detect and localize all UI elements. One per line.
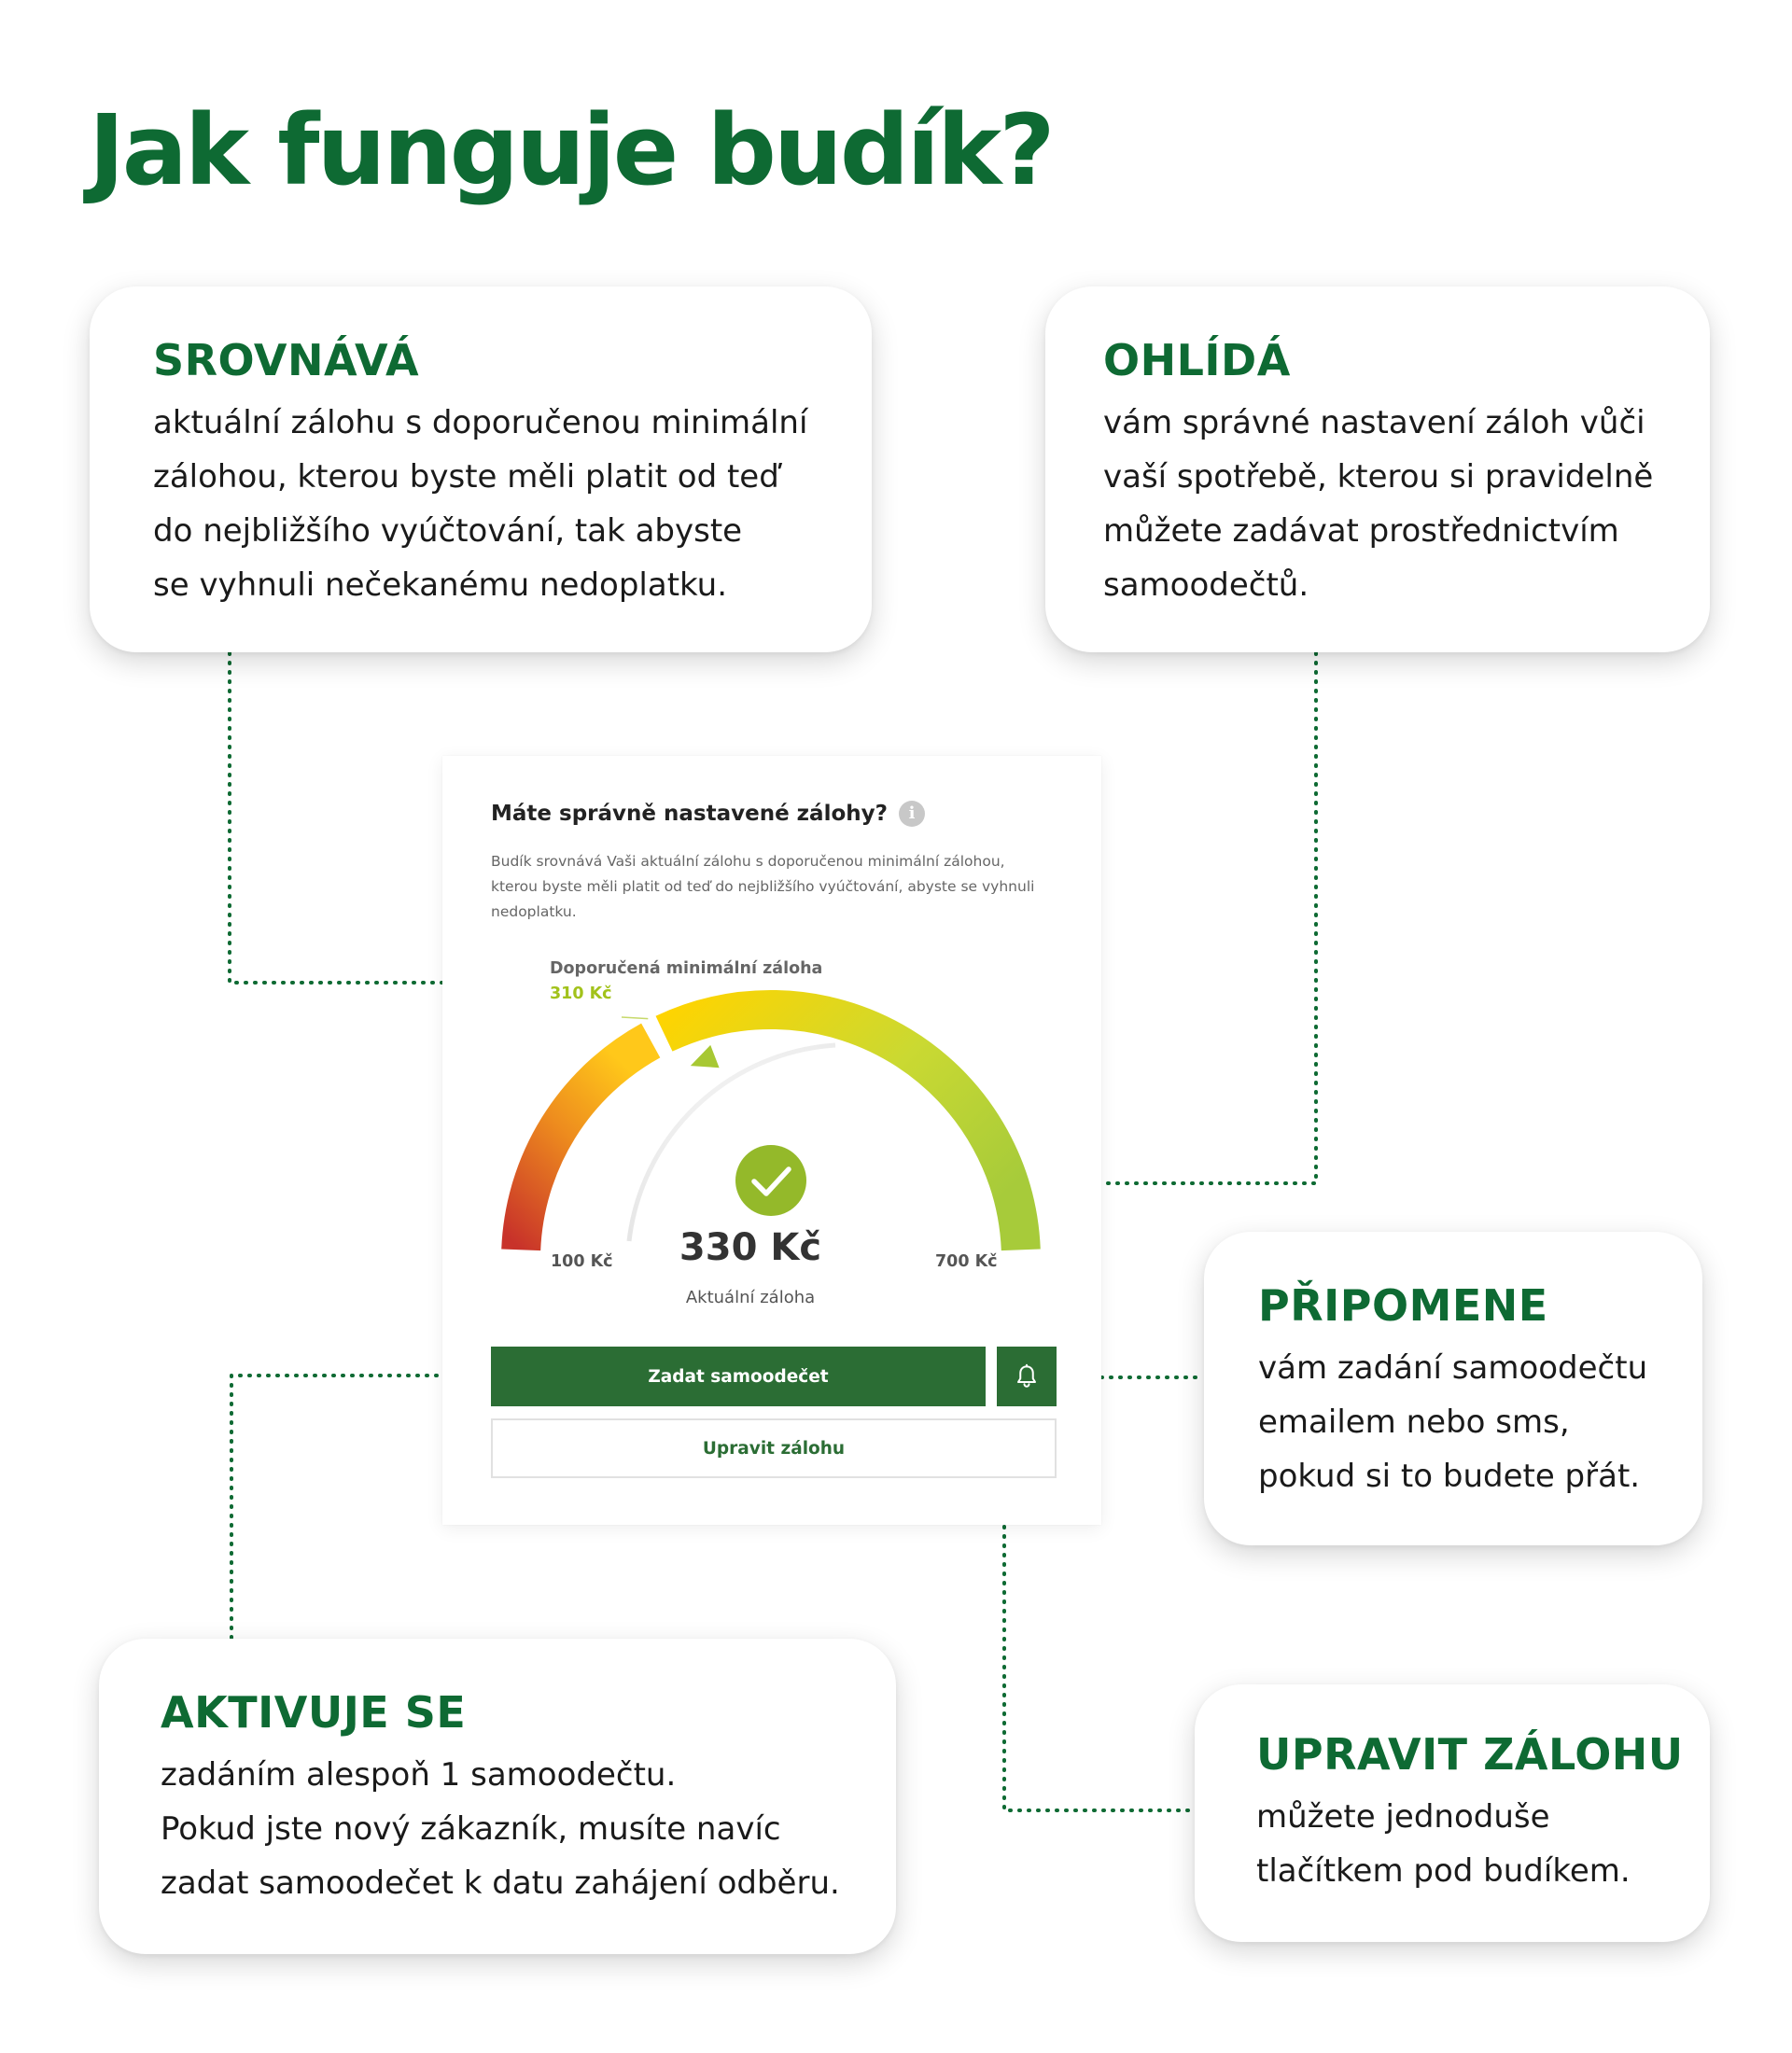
connector-aktivuje	[231, 1376, 461, 1638]
callout-text: můžete jednoduše tlačítkem pod budíkem.	[1256, 1798, 1631, 1891]
current-value: 330 Kč	[679, 1226, 822, 1269]
reminder-button[interactable]	[997, 1347, 1057, 1406]
callout-srovnava	[90, 286, 872, 652]
gauge-max-label: 700 Kč	[935, 1252, 998, 1271]
edit-deposit-button[interactable]: Upravit zálohu	[491, 1418, 1057, 1478]
callout-text: aktuální zálohu s doporučenou minimální zálohou, kterou byste měli platit od teď do nejbližšího vyúčtování, tak abyste se vyhnuli nečekanému nedoplatku.	[153, 404, 808, 605]
callout-text: vám zadání samoodečtu emailem nebo sms, pokud si to budete přát.	[1258, 1349, 1648, 1496]
info-icon[interactable]: i	[899, 801, 925, 827]
callout-heading: AKTIVUJE SE	[161, 1687, 467, 1738]
callout-upravit	[1195, 1684, 1710, 1942]
card-description: Budík srovnává Vaši aktuální zálohu s doporučenou minimální zálohou, kterou byste měli platit od teď do nejbližšího vyúčtování, abyste se vyhnuli nedoplatku.	[491, 853, 1035, 920]
recommended-value: 310 Kč	[550, 985, 612, 1003]
bell-icon	[1013, 1362, 1041, 1390]
page-title: Jak funguje budík?	[89, 93, 1053, 207]
gauge-current-pointer	[691, 1045, 720, 1068]
card-title: Máte správně nastavené zálohy? i	[491, 801, 925, 827]
callout-pripomene	[1204, 1232, 1702, 1545]
recommended-label: Doporučená minimální záloha	[550, 959, 823, 978]
callout-heading: UPRAVIT ZÁLOHU	[1256, 1729, 1684, 1780]
callout-ohlida	[1045, 286, 1710, 652]
gauge-recommended-leader	[622, 1017, 648, 1019]
current-label: Aktuální záloha	[685, 1288, 816, 1307]
callout-text: zadáním alespoň 1 samoodečtu. Pokud jste nový zákazník, musíte navíc zadat samoodečet k datu zahájení odběru.	[161, 1756, 840, 1903]
callout-heading: SROVNÁVÁ	[153, 335, 420, 385]
gauge-segment-ok	[665, 1010, 1021, 1250]
check-icon	[735, 1145, 806, 1216]
callout-heading: PŘIPOMENE	[1258, 1280, 1548, 1331]
enter-reading-button[interactable]: Zadat samoodečet	[491, 1347, 986, 1406]
gauge-min-label: 100 Kč	[551, 1252, 613, 1271]
callout-aktivuje	[99, 1639, 896, 1954]
gauge-inner-track	[629, 1045, 835, 1241]
callout-heading: OHLÍDÁ	[1103, 335, 1291, 385]
callout-text: vám správné nastavení záloh vůči vaší spotřebě, kterou si pravidelně můžete zadávat prostřednictvím samoodečtů.	[1103, 404, 1654, 605]
budik-card	[442, 756, 1101, 1525]
